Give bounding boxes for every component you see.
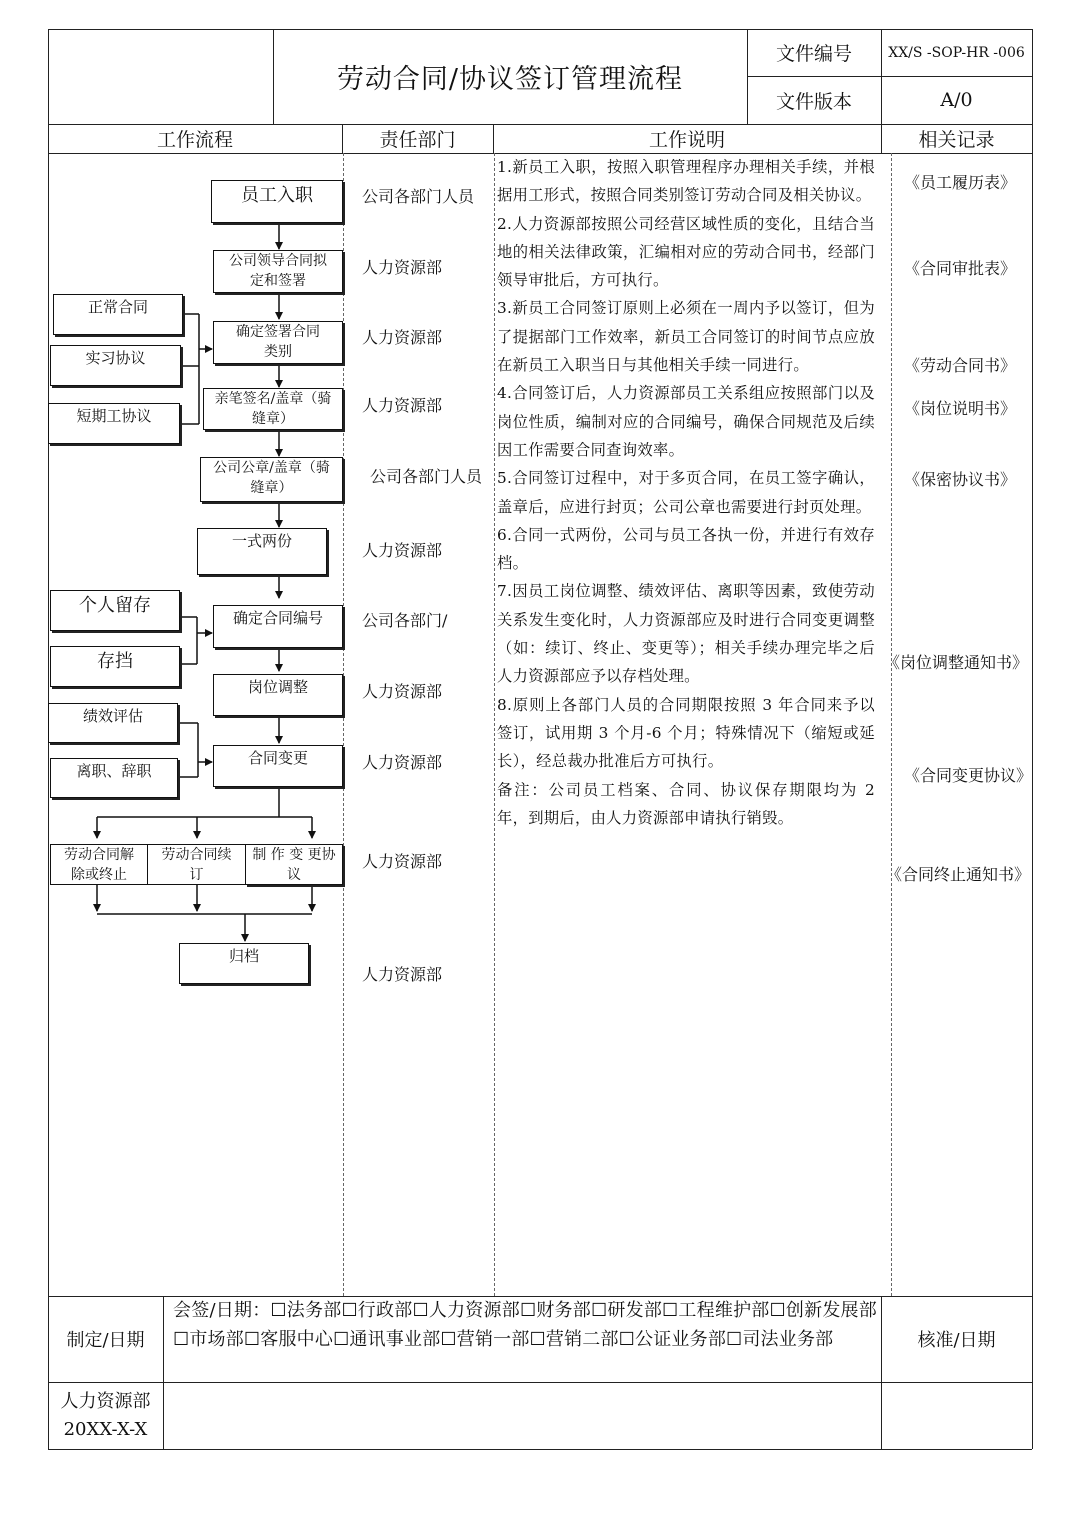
doc-version-label: 文件版本 (775, 90, 852, 113)
flow-outcome-change-agreement: 制 作 变 更协议 (245, 844, 343, 885)
record-resume: 《员工履历表》 (904, 173, 1017, 192)
doc-version-value: A/0 (940, 89, 973, 111)
dept-sign-seal: 人力资源部 (362, 396, 443, 415)
flow-box-confirm-number: 确定合同编号 (213, 605, 343, 648)
flow-outcome-terminate: 劳动合同解除或终止 (50, 844, 148, 885)
footer-approve-label: 核准/日期 (917, 1330, 996, 1351)
footer-made-by-block (48, 1388, 163, 1444)
flow-box-duplicate: 一式两份 (197, 528, 327, 575)
dept-confirm-type: 人力资源部 (362, 328, 443, 347)
footer-countersign: 会签/日期：☐法务部☐行政部☐人力资源部☐财务部☐研发部☐工程维护部☐创新发展部☐市场部☐客服中心☐通讯事业部☐营销一部☐营销二部☐公证业务部☐司法业务部 (173, 1300, 877, 1350)
record-termination-notice: 《合同终止通知书》 (886, 865, 1031, 884)
dept-draft: 人力资源部 (362, 258, 443, 277)
doc-number-value: XX/S -SOP-HR -006 (888, 44, 1025, 61)
record-nda: 《保密协议书》 (904, 470, 1017, 489)
description-item: 1.新员工入职，按照入职管理程序办理相关手续，并根据用工形式，按照合同类别签订劳动合同及相关协议。 (497, 158, 875, 205)
dept-contract-change: 人力资源部 (362, 753, 443, 772)
dept-archive: 人力资源部 (362, 965, 443, 984)
dept-confirm-number: 公司各部门/ (362, 611, 448, 630)
flow-box-contract-change: 合同变更 (213, 745, 343, 787)
flow-box-company-seal: 公司公章/盖章（骑缝章） (200, 457, 343, 502)
record-labor-contract: 《劳动合同书》 (904, 356, 1017, 375)
description-item: 7.因员工岗位调整、绩效评估、离职等因素，致使劳动关系发生变化时，人力资源部应及时进行合同变更调整（如：续订、终止、变更等）；相关手续办理完毕之后人力资源部应予以存档处理。 (497, 582, 875, 686)
flow-side-leave: 离职、辞职 (50, 758, 178, 798)
dept-duplicate: 人力资源部 (362, 541, 443, 560)
description-item: 4.合同签订后，人力资源部员工关系组应按照部门以及岗位性质，编制对应的合同编号，确保合同规范及后续因工作需要合同查询效率。 (497, 384, 875, 459)
record-position-notice: 《岗位调整通知书》 (884, 653, 1029, 672)
doc-number-label: 文件编号 (775, 43, 852, 65)
flow-box-sign-seal: 亲笔签名/盖章（骑缝章） (203, 388, 343, 430)
flow-side-personal-keep: 个人留存 (50, 590, 180, 631)
description-item: 2.人力资源部按照公司经营区域性质的变化，且结合当地的相关法律政策，汇编相对应的劳动合同书，经部门领导审批后，方可执行。 (497, 214, 875, 290)
col-header-description: 工作说明 (648, 129, 725, 151)
description-item: 3.新员工合同签订原则上必须在一周内予以签订，但为了提据部门工作效率，新员工合同签订的时间节点应放在新员工入职当日与其他相关手续一同进行。 (497, 299, 875, 375)
dept-position-adjust: 人力资源部 (362, 682, 443, 701)
flow-box-entry: 员工入职 (211, 180, 343, 223)
record-job-description: 《岗位说明书》 (904, 399, 1017, 418)
flow-box-draft: 公司领导合同拟定和签署 (213, 250, 343, 293)
dept-entry: 公司各部门人员 (362, 187, 475, 206)
footer-made-by: 人力资源部 (60, 1391, 151, 1412)
flow-side-performance: 绩效评估 (48, 703, 178, 743)
description-item: 备注：公司员工档案、合同、协议保存期限均为 2 年，到期后，由人力资源部申请执行销毁。 (497, 780, 875, 827)
footer-made-date: 20XX-X-X (63, 1419, 148, 1440)
col-header-workflow: 工作流程 (156, 129, 233, 151)
col-header-records: 相关记录 (918, 129, 995, 151)
dept-outcomes: 人力资源部 (362, 852, 443, 871)
record-approval: 《合同审批表》 (904, 259, 1017, 278)
flow-side-file-keep: 存挡 (50, 646, 180, 687)
flow-outcome-renew: 劳动合同续订 (147, 844, 246, 885)
document-title: 劳动合同/协议签订管理流程 (336, 64, 684, 95)
flow-side-intern-agreement: 实习协议 (50, 345, 181, 386)
description-item: 6.合同一式两份，公司与员工各执一份，并进行有效存档。 (497, 525, 875, 573)
flow-box-position-adjust: 岗位调整 (213, 674, 343, 716)
record-change-agreement: 《合同变更协议》 (904, 766, 1033, 785)
flow-side-short-term: 短期工协议 (48, 403, 180, 444)
dept-company-seal: 公司各部门人员 (370, 467, 483, 486)
description-item: 5.合同签订过程中，对于多页合同，在员工签字确认，盖章后，应进行封页；公司公章也需要进行封页处理。 (497, 469, 875, 516)
work-description (497, 153, 875, 832)
flow-box-archive: 归档 (179, 943, 309, 984)
flow-box-confirm-type: 确定签署合同类别 (213, 321, 343, 364)
description-item: 8.原则上各部门人员的合同期限按照 3 年合同来予以签订，试用期 3 个月-6 个月；特殊情况下（缩短或延长），经总裁办批准后方可执行。 (497, 695, 875, 771)
flow-side-normal-contract: 正常合同 (53, 294, 183, 335)
footer-made-label: 制定/日期 (66, 1330, 145, 1351)
col-header-department: 责任部门 (379, 129, 456, 151)
